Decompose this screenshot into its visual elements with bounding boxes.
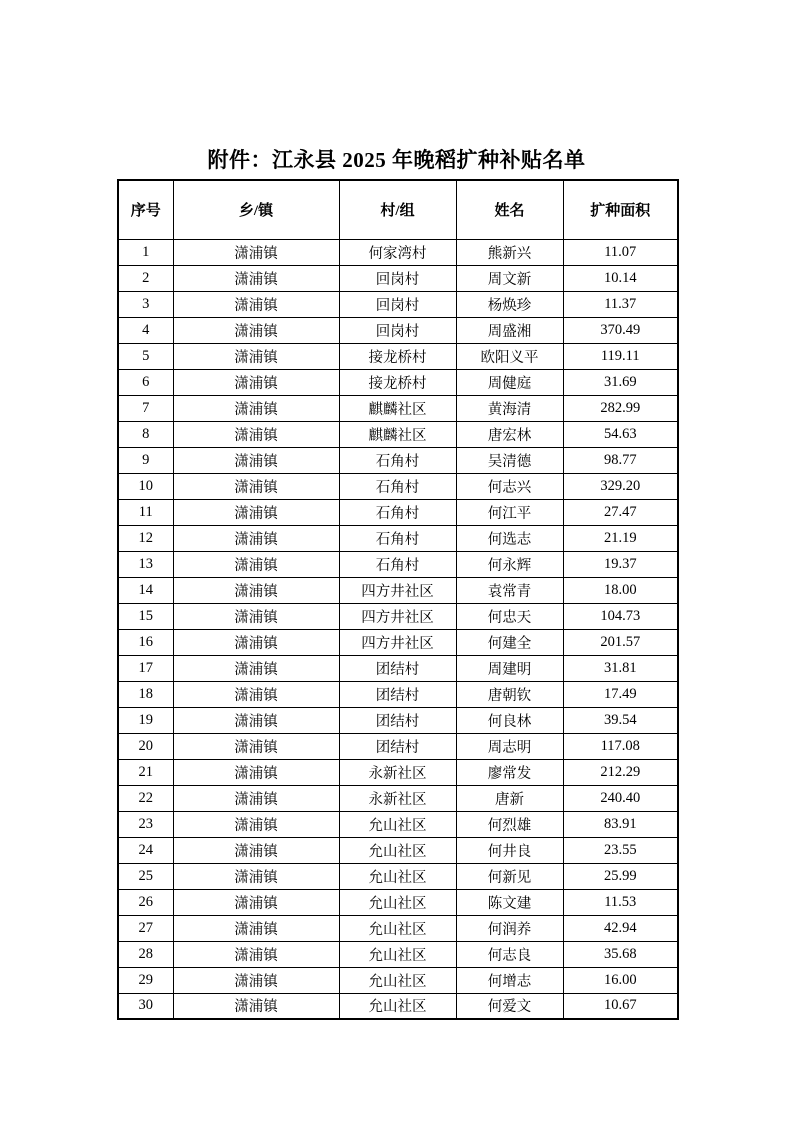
cell-town: 潇浦镇 [173,889,339,915]
cell-name: 周建明 [456,655,563,681]
cell-area: 35.68 [563,941,678,967]
cell-seq: 15 [118,603,173,629]
cell-name: 陈文建 [456,889,563,915]
cell-area: 201.57 [563,629,678,655]
cell-area: 11.37 [563,291,678,317]
table-row [118,733,678,759]
cell-name: 吴清德 [456,447,563,473]
cell-town: 潇浦镇 [173,759,339,785]
cell-seq: 2 [118,265,173,291]
cell-area: 39.54 [563,707,678,733]
table-header-row [118,180,678,239]
cell-area: 282.99 [563,395,678,421]
cell-seq: 10 [118,473,173,499]
cell-seq: 20 [118,733,173,759]
cell-town: 潇浦镇 [173,239,339,265]
table-row [118,577,678,603]
cell-area: 370.49 [563,317,678,343]
cell-town: 潇浦镇 [173,395,339,421]
cell-village: 回岗村 [339,291,456,317]
cell-area: 18.00 [563,577,678,603]
table-row [118,993,678,1019]
cell-seq: 24 [118,837,173,863]
table-row [118,707,678,733]
cell-name: 何良林 [456,707,563,733]
cell-seq: 22 [118,785,173,811]
cell-village: 允山社区 [339,811,456,837]
cell-seq: 3 [118,291,173,317]
cell-area: 25.99 [563,863,678,889]
header-cell-village: 村/组 [339,180,456,239]
cell-name: 何志良 [456,941,563,967]
table-row [118,317,678,343]
cell-village: 允山社区 [339,993,456,1019]
cell-name: 黄海清 [456,395,563,421]
cell-area: 11.07 [563,239,678,265]
table-row [118,967,678,993]
cell-area: 27.47 [563,499,678,525]
cell-village: 团结村 [339,655,456,681]
table-row [118,889,678,915]
table-row [118,447,678,473]
cell-town: 潇浦镇 [173,525,339,551]
cell-village: 接龙桥村 [339,369,456,395]
cell-area: 83.91 [563,811,678,837]
cell-name: 何志兴 [456,473,563,499]
table-row [118,655,678,681]
cell-seq: 13 [118,551,173,577]
subsidy-table [117,179,679,1020]
table-row [118,369,678,395]
cell-area: 119.11 [563,343,678,369]
cell-seq: 5 [118,343,173,369]
cell-seq: 4 [118,317,173,343]
cell-area: 54.63 [563,421,678,447]
table-row [118,551,678,577]
cell-town: 潇浦镇 [173,551,339,577]
cell-seq: 12 [118,525,173,551]
cell-town: 潇浦镇 [173,317,339,343]
cell-area: 23.55 [563,837,678,863]
header-cell-seq: 序号 [118,180,173,239]
cell-name: 何爱文 [456,993,563,1019]
cell-name: 何选志 [456,525,563,551]
cell-area: 117.08 [563,733,678,759]
cell-seq: 23 [118,811,173,837]
cell-seq: 11 [118,499,173,525]
cell-name: 周健庭 [456,369,563,395]
cell-area: 212.29 [563,759,678,785]
cell-village: 何家湾村 [339,239,456,265]
cell-town: 潇浦镇 [173,811,339,837]
cell-town: 潇浦镇 [173,473,339,499]
cell-village: 允山社区 [339,889,456,915]
cell-area: 10.14 [563,265,678,291]
cell-name: 欧阳义平 [456,343,563,369]
cell-area: 21.19 [563,525,678,551]
cell-area: 329.20 [563,473,678,499]
cell-seq: 29 [118,967,173,993]
cell-village: 允山社区 [339,863,456,889]
cell-name: 周文新 [456,265,563,291]
cell-town: 潇浦镇 [173,707,339,733]
cell-seq: 30 [118,993,173,1019]
cell-seq: 16 [118,629,173,655]
table-row [118,239,678,265]
cell-name: 唐朝钦 [456,681,563,707]
table-row [118,785,678,811]
header-cell-area: 扩种面积 [563,180,678,239]
cell-seq: 8 [118,421,173,447]
cell-town: 潇浦镇 [173,291,339,317]
cell-name: 杨焕珍 [456,291,563,317]
cell-area: 98.77 [563,447,678,473]
cell-town: 潇浦镇 [173,837,339,863]
cell-town: 潇浦镇 [173,603,339,629]
table-row [118,863,678,889]
cell-area: 31.81 [563,655,678,681]
cell-town: 潇浦镇 [173,447,339,473]
cell-village: 石角村 [339,447,456,473]
cell-seq: 25 [118,863,173,889]
cell-village: 允山社区 [339,837,456,863]
cell-seq: 19 [118,707,173,733]
cell-town: 潇浦镇 [173,577,339,603]
cell-name: 何井良 [456,837,563,863]
cell-seq: 6 [118,369,173,395]
cell-village: 允山社区 [339,915,456,941]
cell-area: 17.49 [563,681,678,707]
cell-village: 团结村 [339,733,456,759]
cell-area: 42.94 [563,915,678,941]
cell-town: 潇浦镇 [173,915,339,941]
table-row [118,681,678,707]
cell-seq: 14 [118,577,173,603]
table-row [118,811,678,837]
cell-town: 潇浦镇 [173,499,339,525]
cell-area: 240.40 [563,785,678,811]
cell-village: 永新社区 [339,759,456,785]
cell-seq: 18 [118,681,173,707]
table-row [118,473,678,499]
cell-village: 回岗村 [339,265,456,291]
cell-seq: 28 [118,941,173,967]
cell-name: 周志明 [456,733,563,759]
cell-village: 团结村 [339,681,456,707]
cell-seq: 21 [118,759,173,785]
table-row [118,915,678,941]
cell-town: 潇浦镇 [173,863,339,889]
cell-village: 麒麟社区 [339,421,456,447]
cell-village: 石角村 [339,551,456,577]
cell-name: 何江平 [456,499,563,525]
cell-town: 潇浦镇 [173,421,339,447]
cell-name: 何润养 [456,915,563,941]
header-cell-name: 姓名 [456,180,563,239]
cell-town: 潇浦镇 [173,655,339,681]
cell-area: 16.00 [563,967,678,993]
cell-seq: 1 [118,239,173,265]
cell-area: 31.69 [563,369,678,395]
table-row [118,265,678,291]
cell-village: 允山社区 [339,967,456,993]
cell-village: 回岗村 [339,317,456,343]
cell-name: 唐宏林 [456,421,563,447]
table-row [118,629,678,655]
cell-seq: 17 [118,655,173,681]
cell-village: 允山社区 [339,941,456,967]
page-title: 附件：江永县 2025 年晚稻扩种补贴名单 [207,148,586,172]
cell-town: 潇浦镇 [173,369,339,395]
cell-town: 潇浦镇 [173,967,339,993]
cell-town: 潇浦镇 [173,629,339,655]
cell-town: 潇浦镇 [173,681,339,707]
table-row [118,837,678,863]
table-body [118,239,678,1019]
cell-village: 四方井社区 [339,629,456,655]
cell-village: 石角村 [339,473,456,499]
table-row [118,291,678,317]
cell-name: 何永辉 [456,551,563,577]
cell-name: 袁常青 [456,577,563,603]
cell-village: 石角村 [339,499,456,525]
cell-name: 何忠天 [456,603,563,629]
cell-village: 四方井社区 [339,603,456,629]
cell-town: 潇浦镇 [173,733,339,759]
cell-town: 潇浦镇 [173,265,339,291]
cell-village: 石角村 [339,525,456,551]
header-cell-town: 乡/镇 [173,180,339,239]
cell-name: 熊新兴 [456,239,563,265]
cell-name: 周盛湘 [456,317,563,343]
cell-village: 团结村 [339,707,456,733]
cell-seq: 26 [118,889,173,915]
table-row [118,759,678,785]
table-row [118,421,678,447]
cell-town: 潇浦镇 [173,785,339,811]
cell-name: 何烈雄 [456,811,563,837]
table-row [118,343,678,369]
table-row [118,395,678,421]
cell-name: 何新见 [456,863,563,889]
cell-seq: 7 [118,395,173,421]
cell-seq: 27 [118,915,173,941]
table-row [118,525,678,551]
cell-area: 11.53 [563,889,678,915]
table-row [118,499,678,525]
cell-name: 何建全 [456,629,563,655]
cell-village: 麒麟社区 [339,395,456,421]
table-row [118,603,678,629]
cell-seq: 9 [118,447,173,473]
cell-area: 19.37 [563,551,678,577]
cell-name: 唐新 [456,785,563,811]
cell-town: 潇浦镇 [173,941,339,967]
cell-village: 永新社区 [339,785,456,811]
cell-area: 104.73 [563,603,678,629]
cell-village: 接龙桥村 [339,343,456,369]
cell-area: 10.67 [563,993,678,1019]
cell-name: 何增志 [456,967,563,993]
cell-name: 廖常发 [456,759,563,785]
cell-town: 潇浦镇 [173,343,339,369]
cell-town: 潇浦镇 [173,993,339,1019]
cell-village: 四方井社区 [339,577,456,603]
table-row [118,941,678,967]
